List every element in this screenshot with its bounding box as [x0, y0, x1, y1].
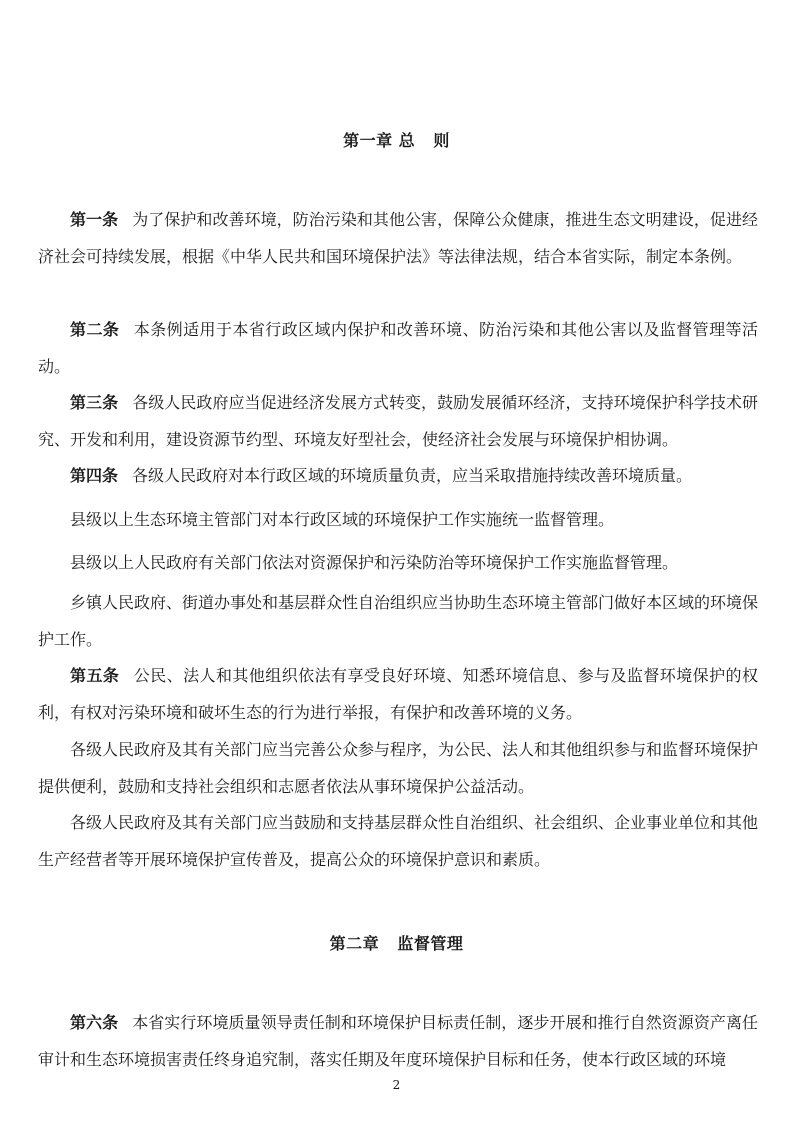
paragraph-text: 各级人民政府及其有关部门应当鼓励和支持基层群众性自治组织、社会组织、企业事业单位和其他生产经营者等开展环境保护宣传普及，提高公众的环境保护意识和素质。: [38, 813, 759, 869]
article-1-paragraph: [38, 202, 758, 275]
article-label: 第二条: [70, 320, 120, 339]
article-label: 第五条: [70, 666, 120, 685]
article-4-clause-3: [38, 545, 758, 582]
page-number: 2: [392, 1078, 401, 1092]
paragraph-text: 乡镇人民政府、街道办事处和基层群众性自治组织应当协助生态环境主管部门做好本区域的环境保护工作。: [38, 593, 759, 649]
article-4-paragraph: [38, 458, 758, 495]
paragraph-text: 各级人民政府应当促进经济发展方式转变，鼓励发展循环经济，支持环境保护科学技术研究、开发和利用，建设资源节约型、环境友好型社会，使经济社会发展与环境保护相协调。: [38, 393, 758, 449]
article-4-clause-4: [38, 585, 758, 658]
article-5-clause-3: [38, 805, 758, 878]
article-label: 第一条: [70, 210, 119, 229]
article-3-paragraph: [38, 385, 758, 458]
article-label: 第四条: [70, 466, 119, 485]
paragraph-text: 本省实行环境质量领导责任制和环境保护目标责任制，逐步开展和推行自然资源资产离任审计和生态环境损害责任终身追究制，落实任期及年度环境保护目标和任务，使本行政区域的环境: [38, 1013, 758, 1069]
article-5-paragraph: [38, 658, 758, 731]
article-4-clause-2: [38, 502, 758, 539]
paragraph-text: 公民、法人和其他组织依法有享受良好环境、知悉环境信息、参与及监督环境保护的权利，有权对污染环境和破坏生态的行为进行举报，有保护和改善环境的义务。: [38, 666, 758, 722]
paragraph-text: 县级以上人民政府有关部门依法对资源保护和污染防治等环境保护工作实施监督管理。: [70, 553, 679, 572]
paragraph-text: 本条例适用于本省行政区域内保护和改善环境、防治污染和其他公害以及监督管理等活动。: [38, 320, 758, 376]
article-label: 第六条: [70, 1013, 119, 1032]
paragraph-text: 各级人民政府及其有关部门应当完善公众参与程序，为公民、法人和其他组织参与和监督环境保护提供便利，鼓励和支持社会组织和志愿者依法从事环境保护公益活动。: [38, 740, 759, 796]
chapter-2-title: 第二章 监督管理: [329, 934, 464, 953]
chapter-1-title: 第一章 总 则: [343, 131, 450, 150]
paragraph-text: 为了保护和改善环境，防治污染和其他公害，保障公众健康，推进生态文明建设，促进经济社会可持续发展，根据《中华人民共和国环境保护法》等法律法规，结合本省实际，制定本条例。: [38, 210, 758, 266]
article-5-clause-2: [38, 732, 758, 805]
article-6-paragraph: [38, 1005, 758, 1078]
article-2-paragraph: [38, 312, 758, 385]
paragraph-text: 县级以上生态环境主管部门对本行政区域的环境保护工作实施统一监督管理。: [70, 510, 615, 529]
article-label: 第三条: [70, 393, 119, 412]
paragraph-text: 各级人民政府对本行政区域的环境质量负责，应当采取措施持续改善环境质量。: [132, 466, 693, 485]
